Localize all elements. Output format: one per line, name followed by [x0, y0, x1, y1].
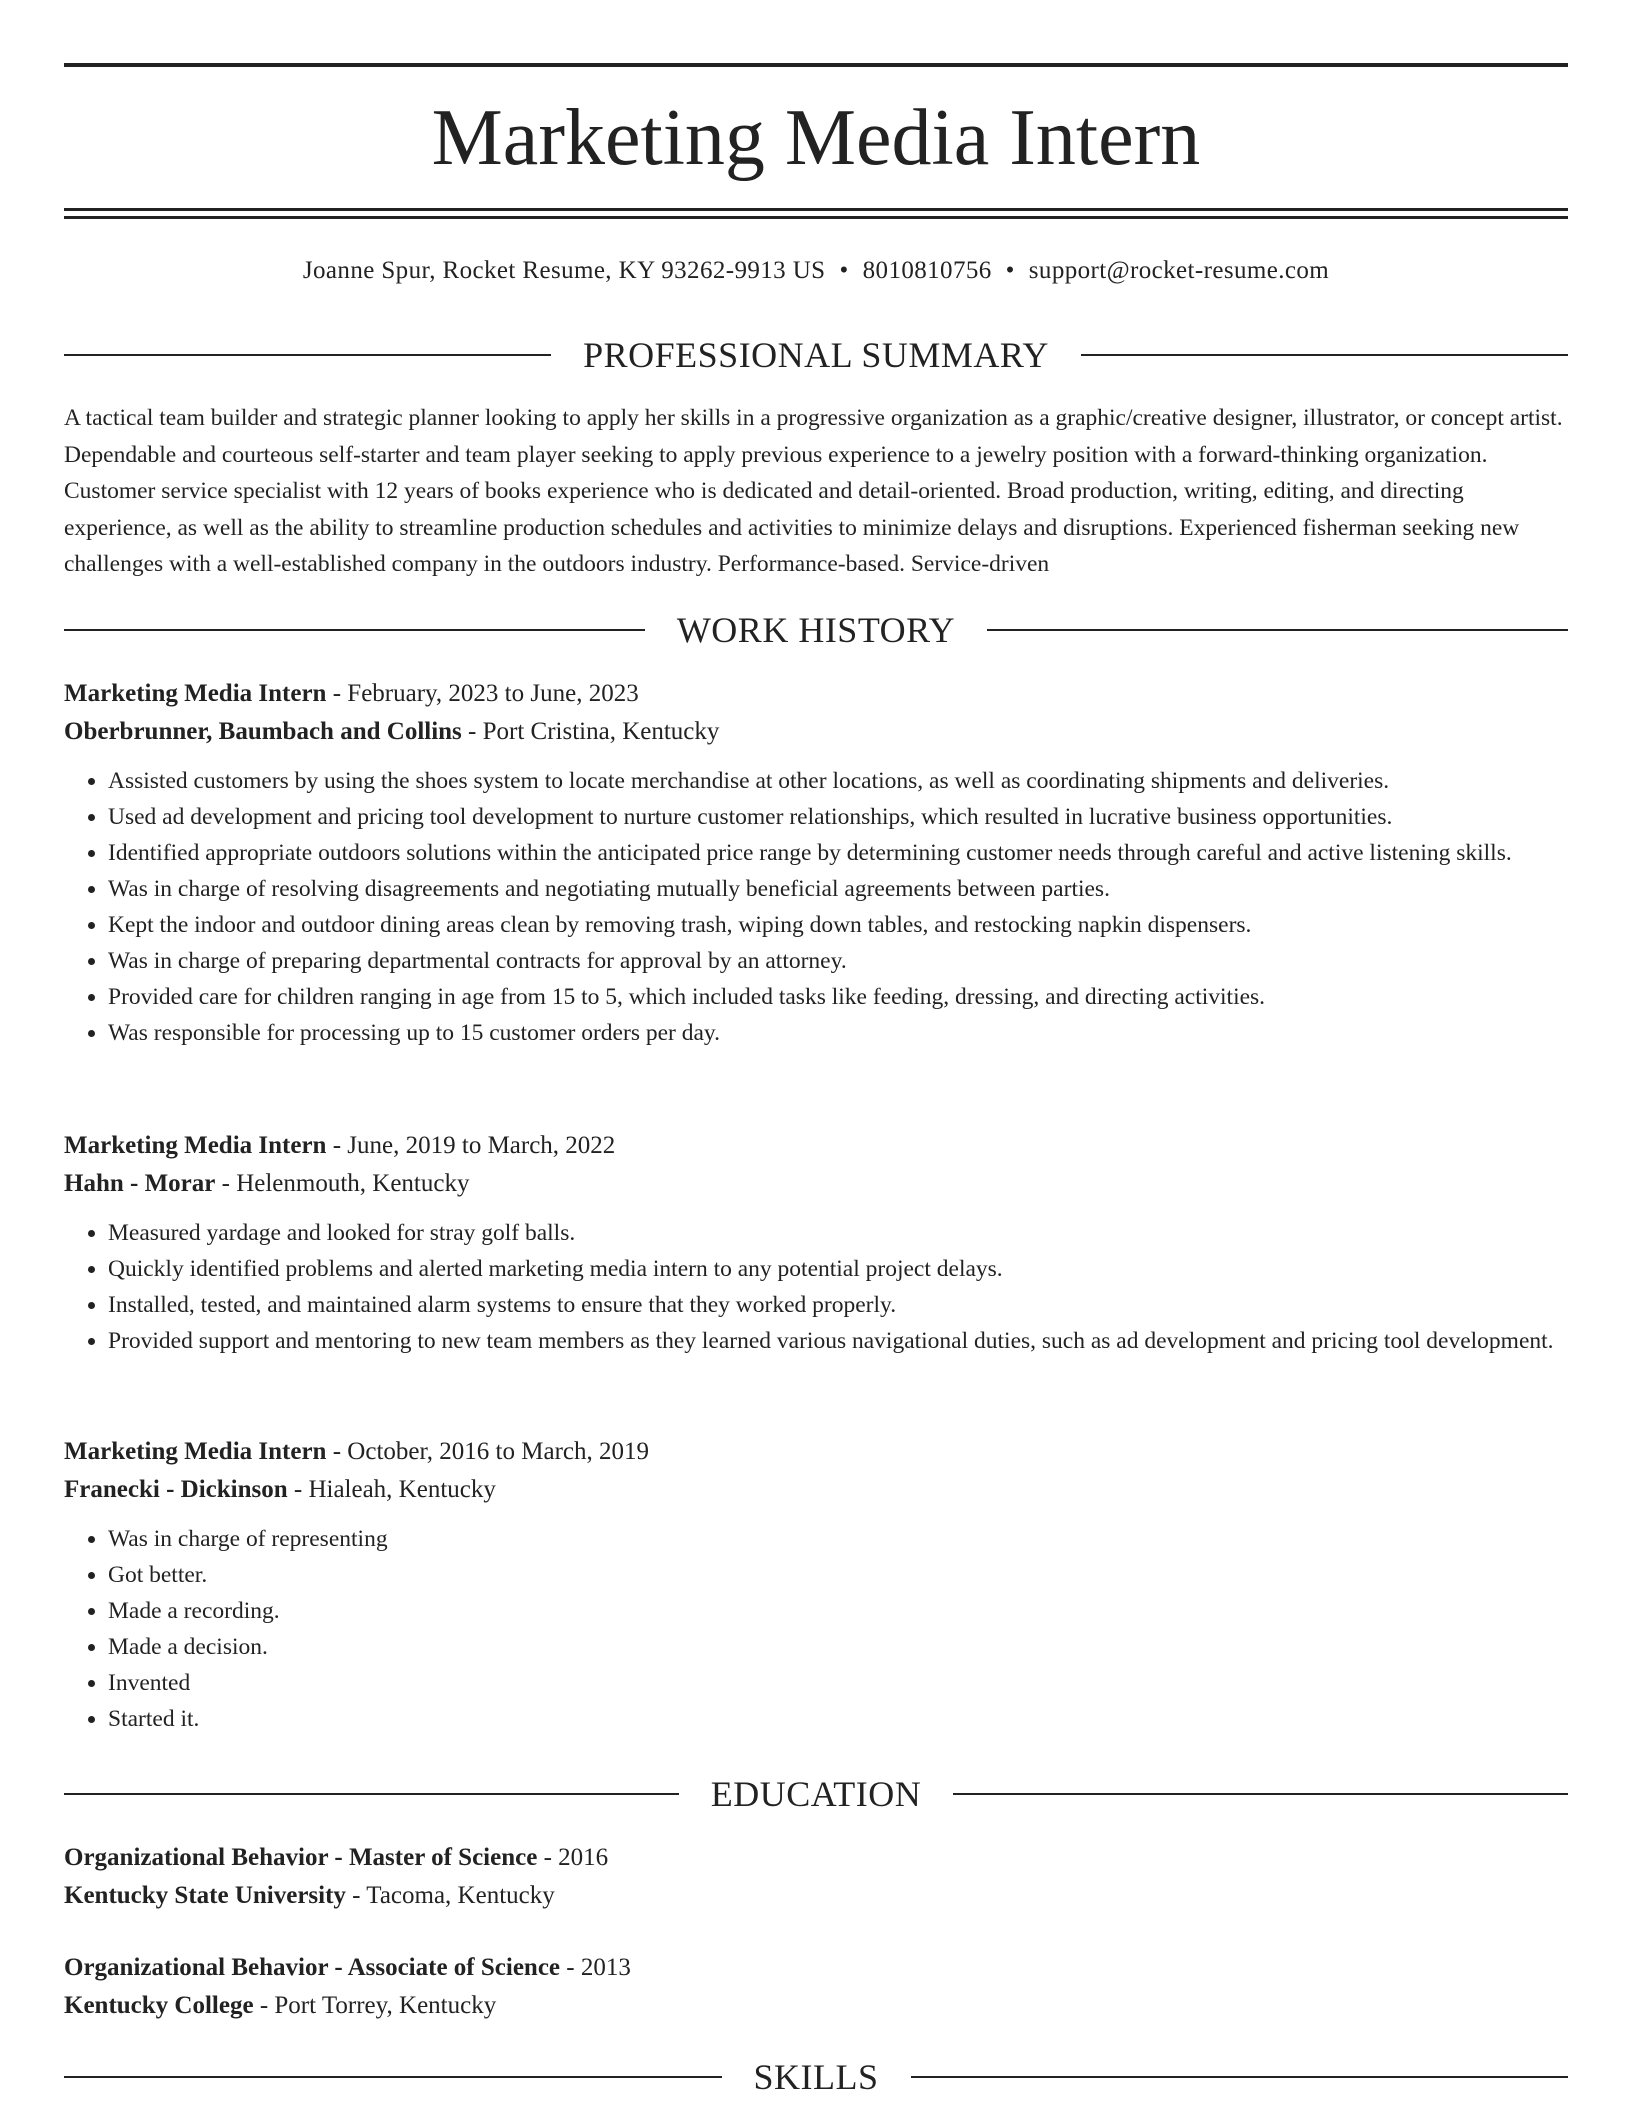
section-header-skills	[64, 2057, 1568, 2097]
education-degree-line	[64, 1949, 1568, 1987]
job-entry	[64, 1127, 1568, 1359]
contact-line	[64, 254, 1568, 288]
job-company-line	[64, 713, 1568, 751]
job-title: Marketing Media Intern	[64, 1438, 327, 1465]
job-entry	[64, 1433, 1568, 1737]
section-rule-right	[987, 629, 1568, 631]
job-bullet: • Was in charge of preparing departmental contracts for approval by an attorney.	[108, 943, 1568, 979]
section-rule-right	[911, 2076, 1569, 2078]
job-bullets	[64, 763, 1568, 1051]
job-company-line	[64, 1471, 1568, 1509]
job-bullet: • Made a decision.	[108, 1629, 1568, 1665]
education-degree-line	[64, 1839, 1568, 1877]
job-title: Marketing Media Intern	[64, 1132, 327, 1159]
job-title: Marketing Media Intern	[64, 680, 327, 707]
education-location: - Tacoma, Kentucky	[345, 1882, 555, 1909]
job-title-line	[64, 1127, 1568, 1165]
job-dates: - February, 2023 to June, 2023	[326, 680, 639, 707]
job-bullet: • Started it.	[108, 1701, 1568, 1737]
section-title-work: WORK HISTORY	[676, 610, 956, 650]
section-header-work	[64, 610, 1568, 650]
section-header-summary	[64, 335, 1568, 375]
job-dates: - October, 2016 to March, 2019	[326, 1438, 650, 1465]
job-bullet: • Measured yardage and looked for stray golf balls.	[108, 1215, 1568, 1251]
education-location: - Port Torrey, Kentucky	[253, 1992, 497, 2019]
section-rule-left	[64, 2076, 722, 2078]
section-title-education: EDUCATION	[710, 1774, 922, 1814]
section-header-education	[64, 1774, 1568, 1814]
section-rule-left	[64, 354, 551, 356]
contact-separator: •	[839, 257, 849, 284]
job-bullet: • Was in charge of resolving disagreements and negotiating mutually beneficial agreements between parties.	[108, 871, 1568, 907]
education-degree: Organizational Behavior - Master of Science	[64, 1844, 538, 1871]
job-title-line	[64, 1433, 1568, 1471]
education-degree: Organizational Behavior - Associate of Science	[64, 1954, 561, 1981]
job-company: Hahn - Morar	[64, 1170, 216, 1197]
job-bullet: • Provided care for children ranging in age from 15 to 5, which included tasks like feeding, dressing, and directing activities.	[108, 979, 1568, 1015]
contact-separator: •	[1005, 257, 1015, 284]
title-double-rule-lower	[64, 216, 1568, 219]
job-bullet: • Provided support and mentoring to new team members as they learned various navigational duties, such as ad development and pricing tool development.	[108, 1323, 1568, 1359]
section-title-summary: PROFESSIONAL SUMMARY	[583, 335, 1049, 375]
job-dates: - June, 2019 to March, 2022	[326, 1132, 616, 1159]
job-bullets	[64, 1215, 1568, 1359]
job-title-line	[64, 675, 1568, 713]
job-location: - Port Cristina, Kentucky	[461, 718, 720, 745]
section-rule-left	[64, 629, 645, 631]
job-company: Oberbrunner, Baumbach and Collins	[64, 718, 462, 745]
section-rule-right	[953, 1793, 1568, 1795]
education-school: Kentucky State University	[64, 1882, 346, 1909]
job-bullet: • Got better.	[108, 1557, 1568, 1593]
job-bullet: • Was responsible for processing up to 15 customer orders per day.	[108, 1015, 1568, 1051]
job-bullet: • Used ad development and pricing tool development to nurture customer relationships, which resulted in lucrative business opportunities.	[108, 799, 1568, 835]
job-company: Franecki - Dickinson	[64, 1476, 288, 1503]
job-bullet: • Kept the indoor and outdoor dining areas clean by removing trash, wiping down tables, and restocking napkin dispensers.	[108, 907, 1568, 943]
education-entry	[64, 1839, 1568, 1915]
job-bullet: • Installed, tested, and maintained alarm systems to ensure that they worked properly.	[108, 1287, 1568, 1323]
contact-address: Joanne Spur, Rocket Resume, KY 93262-9913 US	[302, 257, 826, 284]
education-year: - 2016	[537, 1844, 609, 1871]
job-bullet: • Made a recording.	[108, 1593, 1568, 1629]
contact-phone: 8010810756	[862, 257, 992, 284]
job-entry	[64, 675, 1568, 1051]
job-bullet: • Identified appropriate outdoors solutions within the anticipated price range by determining customer needs through careful and active listening skills.	[108, 835, 1568, 871]
education-school-line	[64, 1987, 1568, 2025]
job-bullet: • Assisted customers by using the shoes system to locate merchandise at other locations, as well as coordinating shipments and deliveries.	[108, 763, 1568, 799]
title-double-rule-upper	[64, 208, 1568, 211]
section-rule-right	[1081, 354, 1568, 356]
job-company-line	[64, 1165, 1568, 1203]
job-bullet: • Invented	[108, 1665, 1568, 1701]
section-rule-left	[64, 1793, 679, 1795]
education-school: Kentucky College	[64, 1992, 254, 2019]
education-entry	[64, 1949, 1568, 2025]
resume-title: Marketing Media Intern	[431, 94, 1201, 182]
education-school-line	[64, 1877, 1568, 1915]
summary-text: A tactical team builder and strategic planner looking to apply her skills in a progressive organization as a graphic/creative designer, illustrator, or concept artist. Dependable and courteous self-starter and team player seeking to apply previous experience to a jewelry position with a forward-thinking organization. Customer service specialist with 12 years of books experience who is dedicated and detail-oriented. Broad production, writing, editing, and directing experience, as well as the ability to streamline production schedules and activities to minimize delays and disruptions. Experienced fisherman seeking new challenges with a well-established company in the outdoors industry. Performance-based. Service-driven	[64, 405, 1563, 577]
top-rule	[64, 63, 1568, 67]
contact-email: support@rocket-resume.com	[1028, 257, 1330, 284]
section-title-skills: SKILLS	[753, 2057, 879, 2097]
education-year: - 2013	[560, 1954, 631, 1981]
job-bullet: • Quickly identified problems and alerted marketing media intern to any potential project delays.	[108, 1251, 1568, 1287]
job-bullets	[64, 1521, 1568, 1737]
job-location: - Hialeah, Kentucky	[287, 1476, 496, 1503]
job-bullet: • Was in charge of representing	[108, 1521, 1568, 1557]
job-location: - Helenmouth, Kentucky	[215, 1170, 470, 1197]
